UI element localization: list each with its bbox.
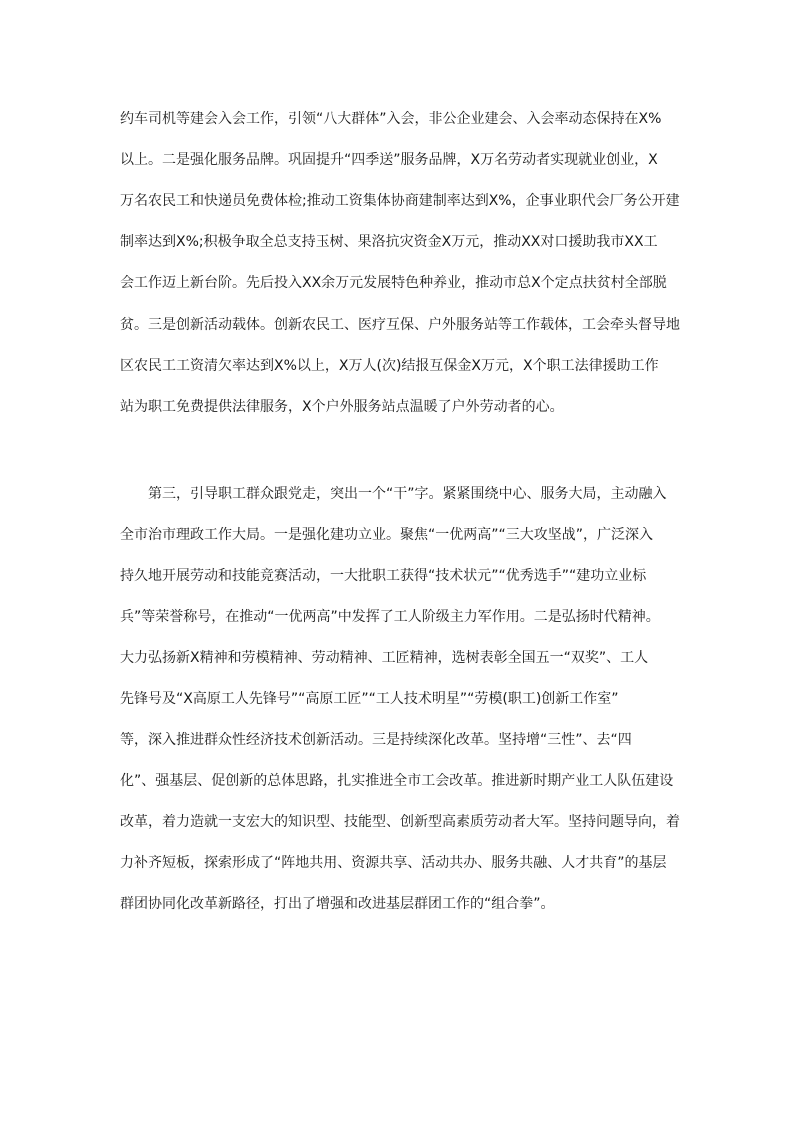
paragraph-2-line: 大力弘扬新X精神和劳模精神、劳动精神、工匠精神，选树表彰全国五一“双奖”、工人 <box>120 650 649 666</box>
paragraph-1-line: 以上。二是强化服务品牌。巩固提升“四季送”服务品牌，X万名劳动者实现就业创业，X <box>120 152 658 168</box>
paragraph-2-line: 先锋号及“X高原工人先锋号”“高原工匠”“工人技术明星”“劳模(职工)创新工作室” <box>120 691 619 707</box>
paragraph-2-line: 第三，引导职工群众跟党走，突出一个“干”字。紧紧围绕中心、服务大局，主动融入 <box>148 486 667 502</box>
paragraph-2-line: 持久地开展劳动和技能竞赛活动，一大批职工获得“技术状元”“优秀选手”“建功立业标 <box>120 568 647 584</box>
paragraph-2-line: 群团协同化改革新路径，打出了增强和改进基层群团工作的“组合拳”。 <box>120 896 555 912</box>
paragraph-1-line: 站为职工免费提供法律服务，X个户外服务站点温暖了户外劳动者的心。 <box>120 399 564 415</box>
paragraph-2-line: 力补齐短板，探索形成了“阵地共用、资源共享、活动共办、服务共融、人才共育”的基层 <box>120 855 667 871</box>
paragraph-2-line: 全市治市理政工作大局。一是强化建功立业。聚焦“一优两高”“三大攻坚战”，广泛深入 <box>120 527 654 543</box>
paragraph-1-line: 万名农民工和快递员免费体检;推动工资集体协商建制率达到X%，企事业职代会厂务公开建 <box>120 193 680 209</box>
paragraph-2-line: 兵”等荣誉称号，在推动“一优两高”中发挥了工人阶级主力军作用。二是弘扬时代精神。 <box>120 609 660 625</box>
paragraph-1-line: 区农民工工资清欠率达到X%以上，X万人(次)结报互保金X万元，X个职工法律援助工作 <box>120 358 659 374</box>
paragraph-1-line: 制率达到X%;积极争取全总支持玉树、果洛抗灾资金X万元，推动XX对口援助我市XX工 <box>120 234 658 250</box>
paragraph-2-line: 等，深入推进群众性经济技术创新活动。三是持续深化改革。坚持增“三性”、去“四 <box>120 732 632 748</box>
paragraph-2-line: 化”、强基层、促创新的总体思路，扎实推进全市工会改革。推进新时期产业工人队伍建设 <box>120 773 674 789</box>
paragraph-1-line: 会工作迈上新台阶。先后投入XX余万元发展特色种养业，推动市总X个定点扶贫村全部脱 <box>120 275 667 291</box>
paragraph-1-line: 约车司机等建会入会工作，引领“八大群体”入会，非公企业建会、入会率动态保持在X% <box>120 111 662 127</box>
paragraph-1-line: 贫。三是创新活动载体。创新农民工、医疗互保、户外服务站等工作载体，工会牵头督导地 <box>120 317 680 333</box>
paragraph-2-line: 改革，着力造就一支宏大的知识型、技能型、创新型高素质劳动者大军。坚持问题导向，着 <box>120 814 680 830</box>
